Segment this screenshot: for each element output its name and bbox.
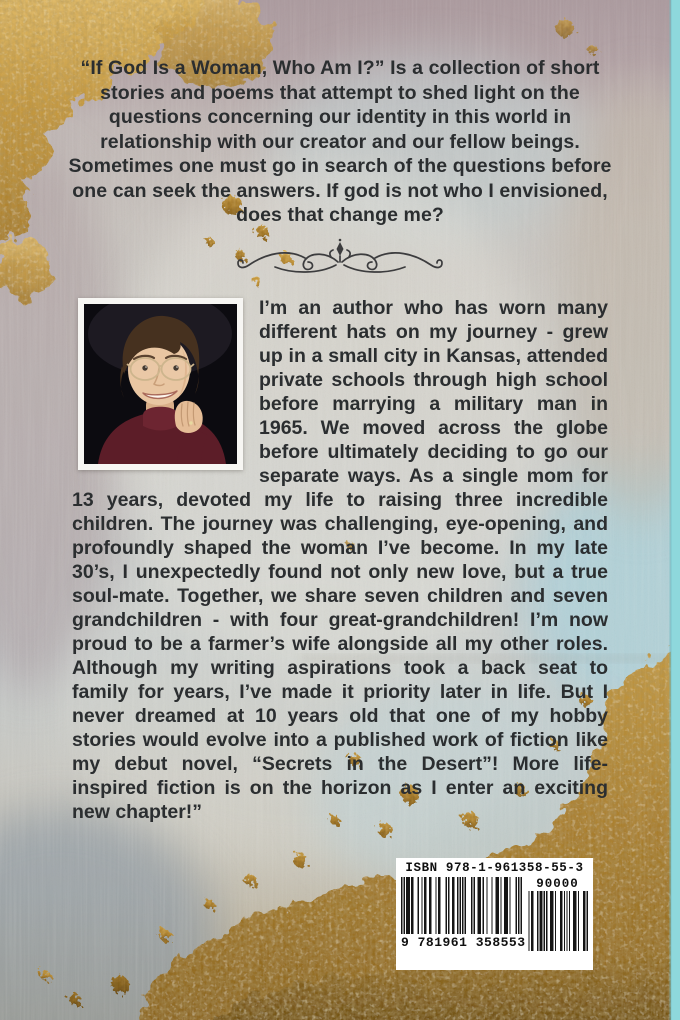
synopsis-text: “If God Is a Woman, Who Am I?” Is a collection of short stories and poems that attempt to shed light on the questions concerning our identity in this world in relationship with our creator and our fellow beings. Sometimes one must go in search of the questions before one can seek the answers. If god is not who I envisioned, does that change me? (68, 57, 612, 226)
author-bio-section (72, 296, 608, 824)
ean13-barcode-bars (401, 877, 522, 934)
flourish-divider-icon (235, 238, 445, 282)
ean5-addon-bars (527, 891, 588, 951)
barcode-price-code: 90000 (536, 877, 579, 891)
barcode-digits: 9 781961 358553 (401, 935, 526, 950)
author-bio-text: I’m an author who has worn many different hats on my journey - grew up in a small city in Kansas, attended private schools through high school before marrying a military man in 1965. We moved across the globe before ultimately deciding to go our separate ways. As a single mom for 13 years, devoted my life to raising three incredible children. The journey was challenging, eye-opening, and profoundly shaped the woman I’ve become. In my late 30’s, I unexpectedly found not only new love, but a true soul-mate. Together, we share seven children and seven grandchildren - with four great-grandchildren! I’m now proud to be a farmer’s wife alongside all my other roles. Although my writing aspirations took a back seat to family for years, I’ve made it priority later in life. But I never dreamed at 10 years old that one of my hobby stories would evolve into a published work of fiction like my debut novel, “Secrets in the Desert”! More life-inspired fiction is on the horizon as I enter an exciting new chapter!” (72, 296, 608, 823)
isbn-barcode (396, 858, 593, 970)
author-portrait-illustration (84, 304, 237, 464)
author-photo (78, 298, 243, 470)
isbn-number: ISBN 978-1-961358-55-3 (405, 861, 584, 875)
barcode-bars-row (401, 877, 588, 951)
